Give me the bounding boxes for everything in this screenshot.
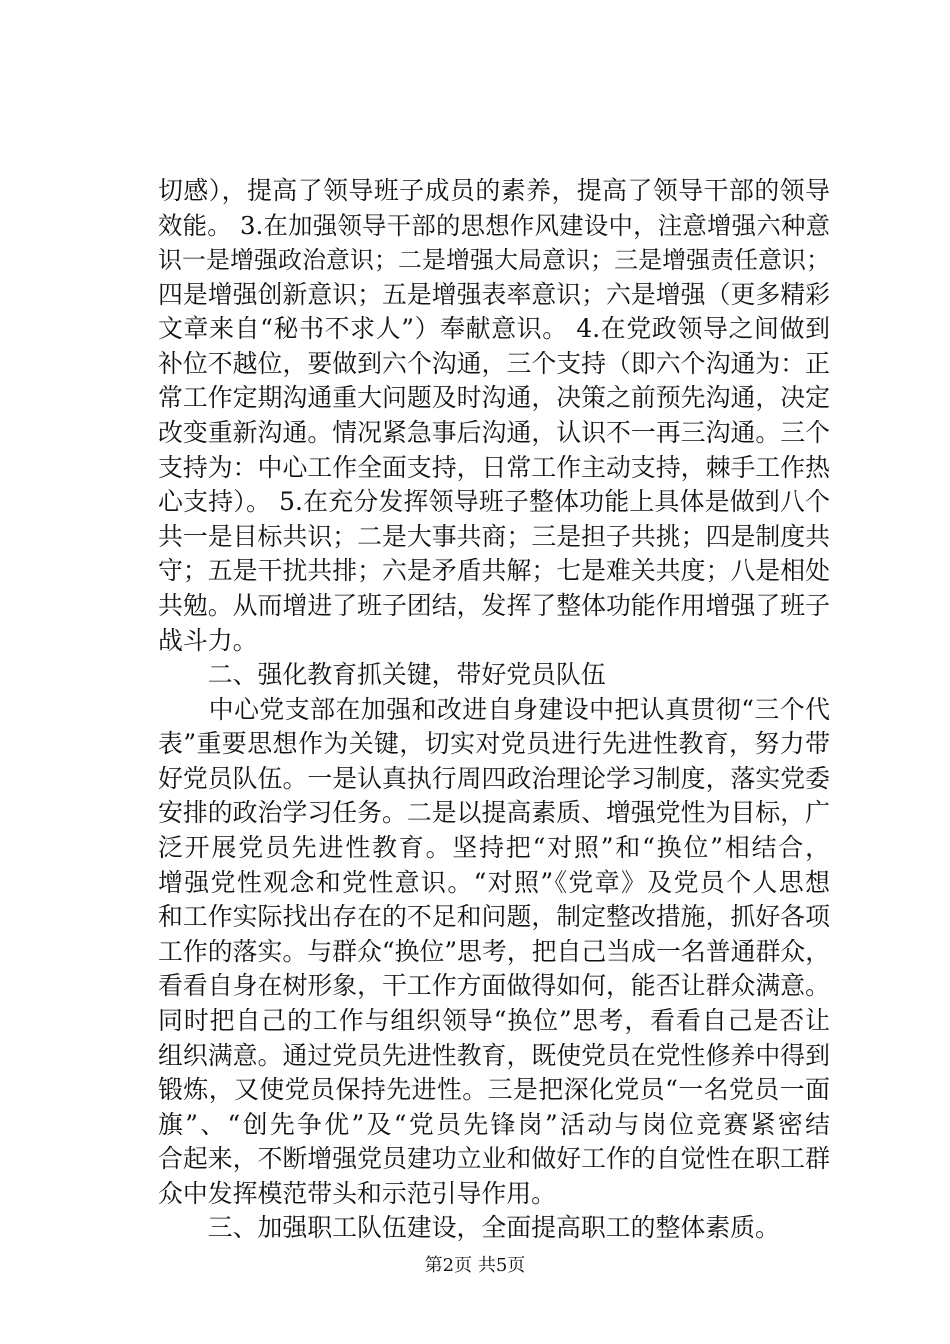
- text-line: 同时把自己的工作与组织领导“换位”思考，看看自己是否让: [158, 1005, 830, 1035]
- text-line: 常工作定期沟通重大问题及时沟通，决策之前预先沟通，决定: [158, 383, 830, 413]
- text-line: 识一是增强政治意识；二是增强大局意识；三是增强责任意识；: [158, 246, 830, 275]
- text-line: 守；五是干扰共排；六是矛盾共解；七是难关共度；八是相处: [158, 556, 830, 586]
- text-line: 众中发挥模范带头和示范引导作用。: [158, 1178, 556, 1208]
- text-line: 工作的落实。与群众“换位”思考，把自己当成一名普通群众，: [158, 936, 830, 966]
- text-line: 安排的政治学习任务。二是以提高素质、增强党性为目标，广: [158, 798, 830, 828]
- page-number: 第2页 共5页: [424, 1255, 526, 1276]
- text-line: 表”重要思想作为关键，切实对党员进行先进性教育，努力带: [158, 729, 830, 759]
- text-line: 改变重新沟通。情况紧急事后沟通，认识不一再三沟通。三个: [158, 418, 830, 448]
- section-heading: 二、强化教育抓关键，带好党员队伍: [158, 660, 606, 690]
- text-line: 共一是目标共识；二是大事共商；三是担子共挑；四是制度共: [158, 521, 830, 551]
- text-line: 合起来，不断增强党员建功立业和做好工作的自觉性在职工群: [158, 1144, 830, 1174]
- text-line: 文章来自“秘书不求人”）奉献意识。 4.在党政领导之间做到: [158, 314, 830, 344]
- text-line: 效能。 3.在加强领导干部的思想作风建设中，注意增强六种意: [158, 210, 830, 240]
- text-line: 看看自身在树形象，干工作方面做得如何，能否让群众满意。: [158, 971, 830, 1001]
- text-line: 共勉。从而增进了班子团结，发挥了整体功能作用增强了班子: [158, 590, 830, 620]
- text-line: 切感），提高了领导班子成员的素养，提高了领导干部的领导: [158, 176, 830, 205]
- text-line: 四是增强创新意识；五是增强表率意识；六是增强（更多精彩: [158, 279, 830, 309]
- text-line: 好党员队伍。一是认真执行周四政治理论学习制度，落实党委: [158, 763, 830, 793]
- text-line: 和工作实际找出存在的不足和问题，制定整改措施，抓好各项: [158, 902, 830, 932]
- text-line: 锻炼，又使党员保持先进性。三是把深化党员“一名党员一面: [158, 1075, 830, 1105]
- text-line: 泛开展党员先进性教育。坚持把“对照”和“换位”相结合，: [158, 833, 830, 863]
- text-line: 支持为：中心工作全面支持，日常工作主动支持，棘手工作热: [158, 452, 830, 482]
- text-line: 组织满意。通过党员先进性教育，既使党员在党性修养中得到: [158, 1040, 830, 1070]
- text-line: 增强党性观念和党性意识。“对照”《党章》及党员个人思想: [158, 867, 830, 897]
- text-line: 中心党支部在加强和改进自身建设中把认真贯彻“三个代: [158, 694, 830, 724]
- text-line: 补位不越位，要做到六个沟通，三个支持（即六个沟通为：正: [158, 348, 830, 378]
- text-line: 战斗力。: [158, 625, 258, 655]
- section-heading: 三、加强职工队伍建设，全面提高职工的整体素质。: [158, 1213, 780, 1243]
- text-line: 心支持）。 5.在充分发挥领导班子整体功能上具体是做到八个: [158, 487, 830, 517]
- text-line: 旗”、“创先争优”及“党员先锋岗”活动与岗位竞赛紧密结: [158, 1109, 830, 1139]
